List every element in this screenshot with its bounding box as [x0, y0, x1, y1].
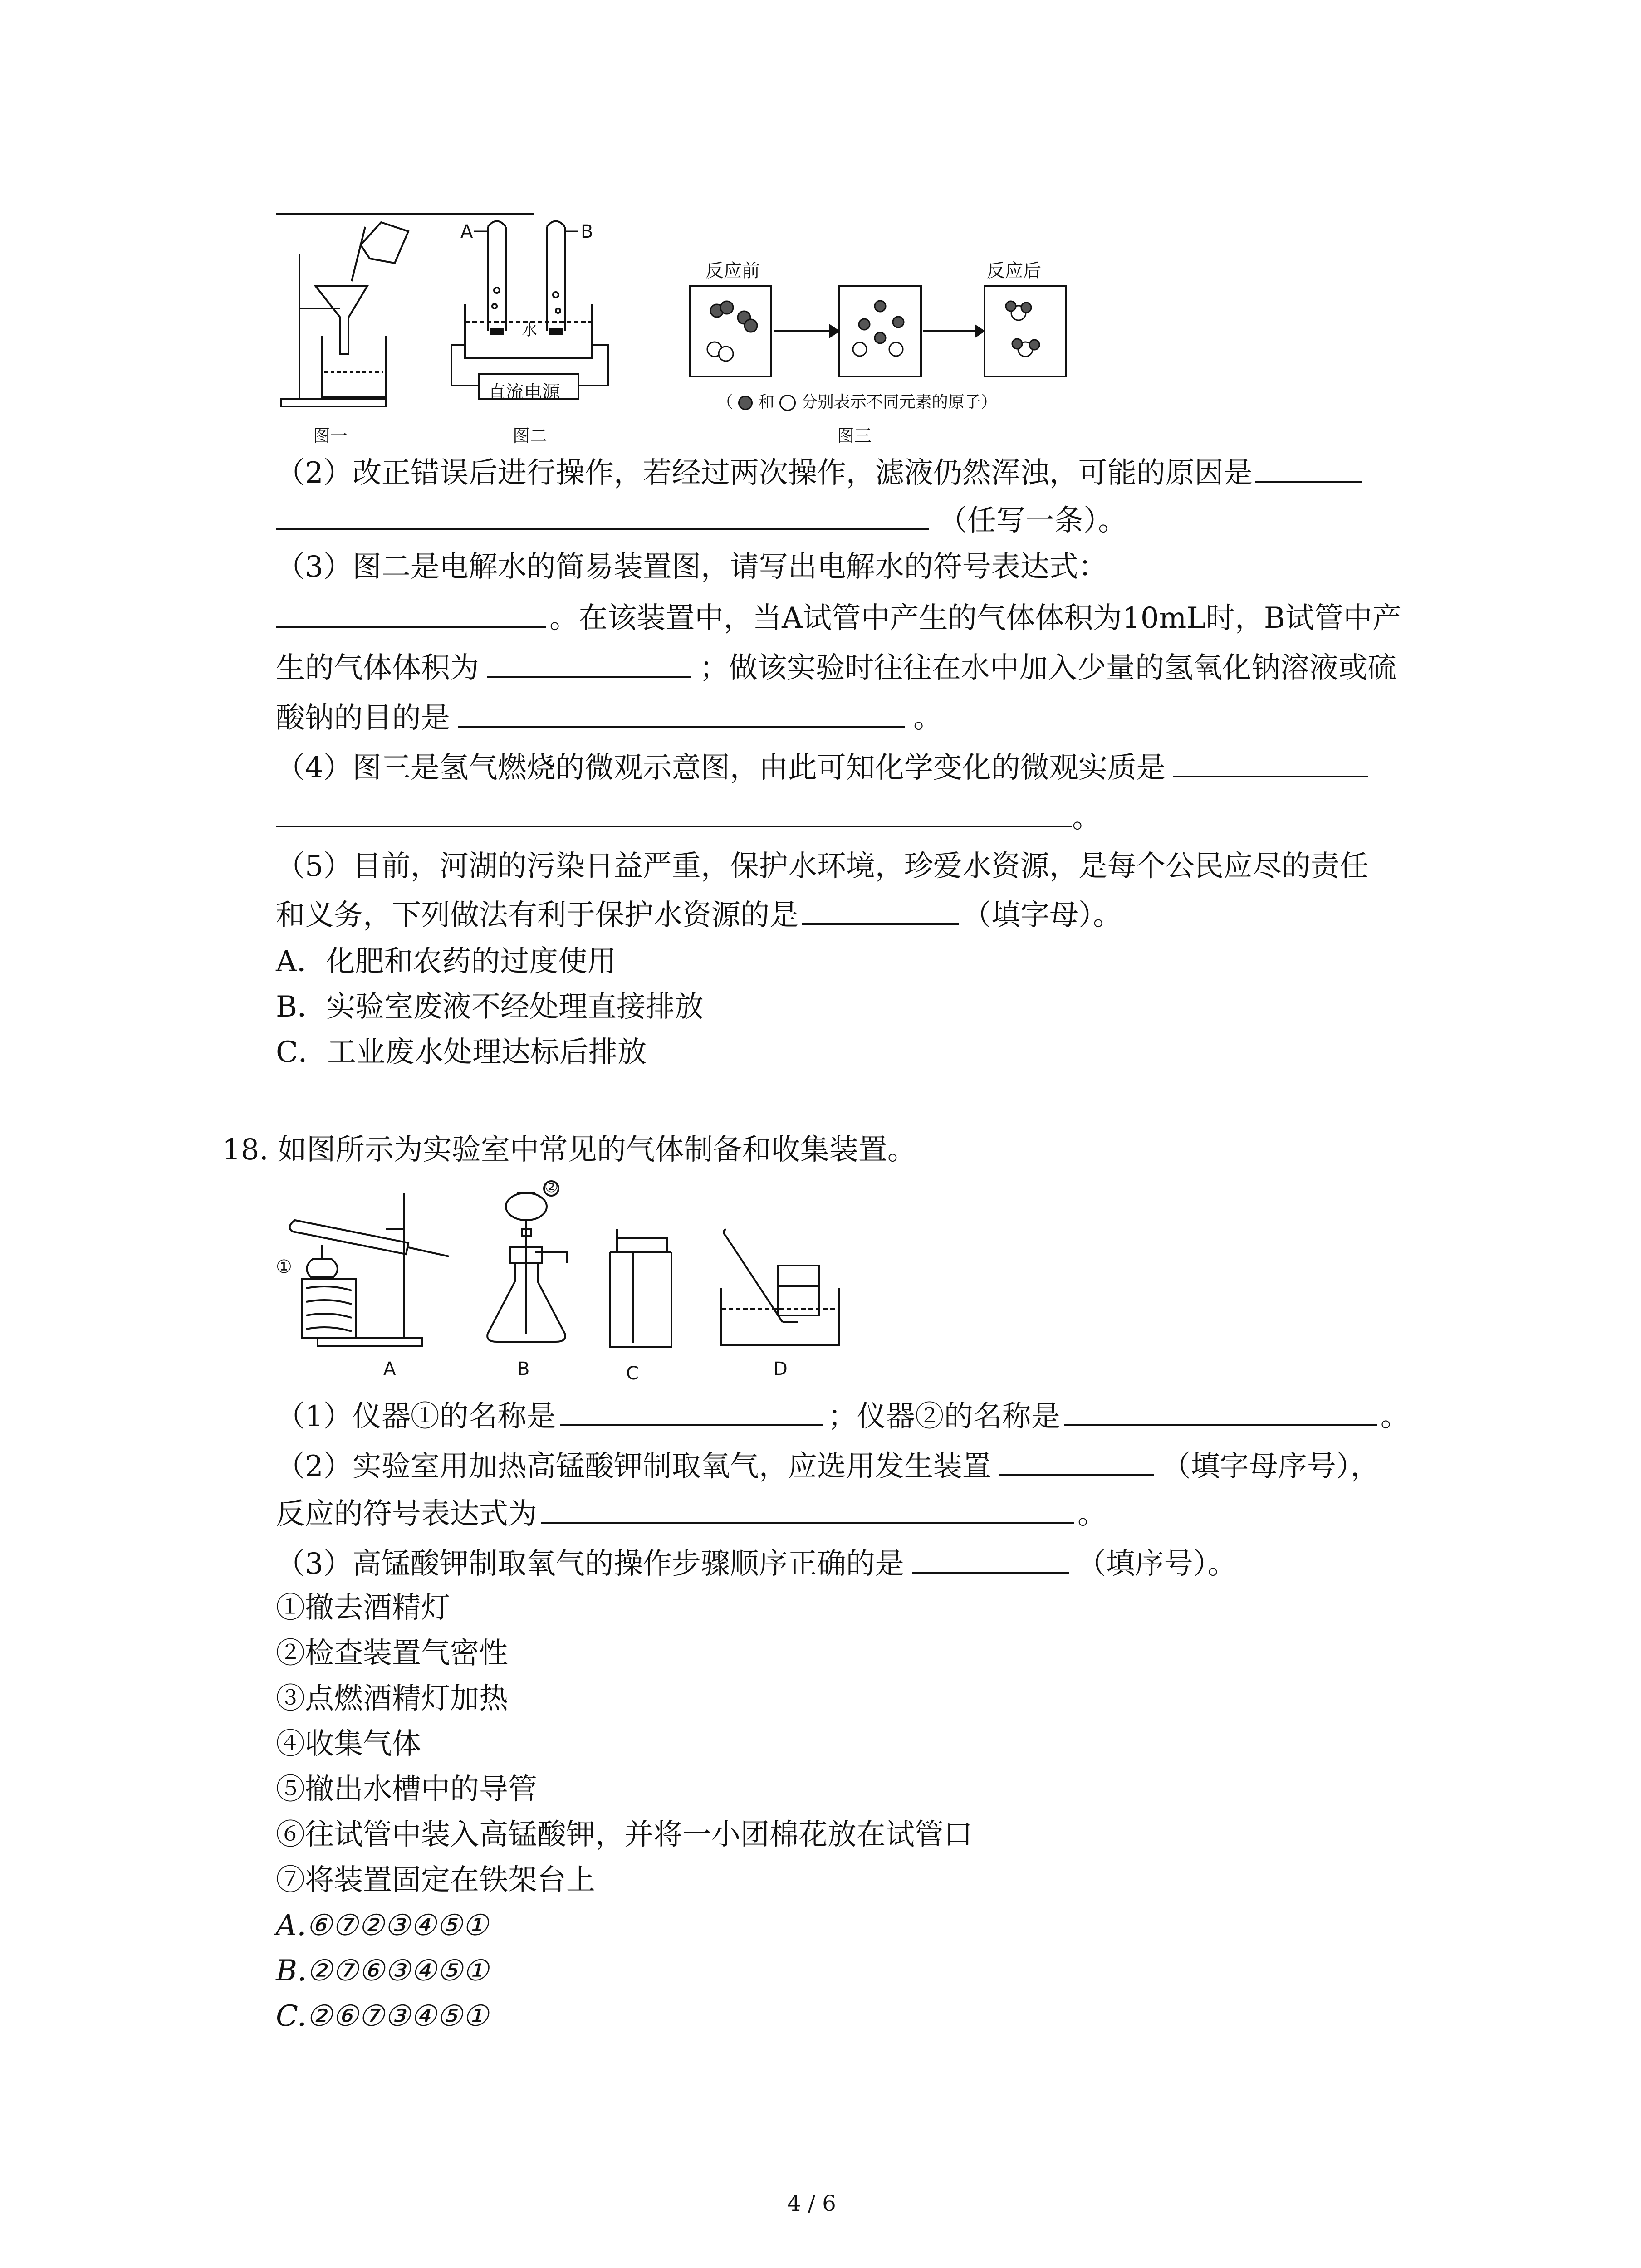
q17-part5-prefix: 和义务，下列做法有利于保护水资源的是 [276, 899, 798, 932]
q17-part3-line2 [276, 599, 1401, 636]
q18-caption-d: D [774, 1359, 788, 1379]
figure-3-micro-diagram [685, 281, 1075, 386]
q17-part4-text: （4）图三是氢气燃烧的微观示意图，由此可知化学变化的微观实质是 [276, 751, 1166, 785]
legend-prefix: （ [717, 393, 734, 411]
q17-part2-suffix: （任写一条）。 [938, 504, 1127, 538]
q18-part2-line1 [276, 1447, 1380, 1485]
q17-part4-suffix: 。 [1072, 801, 1101, 835]
figure-3-after-label: 反应后 [987, 260, 1041, 281]
q17-part4-line2 [276, 798, 1101, 836]
q18-step-3: ③点燃酒精灯加热 [276, 1682, 508, 1716]
q17-part3-line3-suffix: ；做该实验时往往在水中加入少量的氢氧化钠溶液或硫 [700, 651, 1396, 685]
figure-2-label-a: A [460, 221, 473, 242]
figure-1-filtration [272, 218, 417, 417]
page-number: 4 / 6 [787, 2191, 836, 2216]
q18-stem-line [222, 1132, 916, 1168]
q17-part3-line3-prefix: 生的气体体积为 [276, 651, 479, 685]
q17-part5-line1: （5）目前，河湖的污染日益严重，保护水环境，珍爱水资源，是每个公民应尽的责任 [276, 850, 1369, 883]
q18-part3-suffix: （填序号）。 [1077, 1547, 1237, 1581]
figure-2-power-label: 直流电源 [488, 382, 560, 403]
q18-step-2: ②检查装置气密性 [276, 1637, 508, 1670]
q18-choice-b: B.②⑦⑥③④⑤① [276, 1954, 489, 1988]
q18-part2-device-blank[interactable] [999, 1447, 1154, 1476]
q17-part3-line4-prefix: 酸钠的目的是 [276, 701, 450, 735]
q18-stem: 如图所示为实验室中常见的气体制备和收集装置。 [277, 1133, 916, 1167]
q18-part2-line2-prefix: 反应的符号表达式为 [276, 1497, 537, 1531]
figure-2-caption: 图二 [513, 426, 548, 446]
q17-option-a: A．化肥和农药的过度使用 [276, 945, 617, 978]
q17-part3-purpose-blank[interactable] [458, 699, 905, 728]
legend-light-atom-icon [779, 395, 796, 411]
figure-1-caption: 图一 [313, 426, 348, 446]
q17-part3-line4-suffix: 。 [913, 701, 942, 735]
figure-2-label-b: B [581, 221, 593, 242]
q18-part2-line2-suffix: 。 [1078, 1497, 1107, 1531]
q17-option-b: B．实验室废液不经处理直接排放 [276, 990, 704, 1024]
q17-part3-line3 [276, 649, 1396, 686]
q17-part5-line2 [276, 896, 1122, 934]
q17-part2-answer-blank-b[interactable] [276, 501, 929, 530]
q17-part3-equation-blank[interactable] [276, 599, 546, 628]
q17-part3-line2-text: 。在该装置中，当A试管中产生的气体体积为10mL时，B试管中产 [549, 601, 1401, 635]
q17-part4-answer-blank-b[interactable] [276, 798, 1072, 827]
q18-caption-c: C [626, 1363, 639, 1384]
q18-apparatus-d [712, 1225, 848, 1352]
q18-part3-line [276, 1545, 1237, 1582]
q17-part4-line1 [276, 748, 1368, 786]
figure-3-before-label: 反应前 [705, 260, 760, 281]
q18-part1-suffix: 。 [1380, 1400, 1410, 1433]
q18-label-2: ② [544, 1178, 558, 1196]
q18-part2-suffix: （填字母序号）， [1161, 1450, 1380, 1483]
figure-3-legend [717, 389, 997, 412]
q18-choice-a: A.⑥⑦②③④⑤① [276, 1909, 489, 1942]
q17-option-c: C．工业废水处理达标后排放 [276, 1036, 647, 1069]
q18-part2-line2 [276, 1495, 1107, 1532]
q17-part3-line4 [276, 699, 942, 736]
q18-part3-prefix: （3）高锰酸钾制取氧气的操作步骤顺序正确的是 [276, 1547, 904, 1581]
figure-2-water-label: 水 [522, 321, 537, 339]
q18-part1-instrument2-blank[interactable] [1064, 1397, 1377, 1426]
q18-part1-prefix: （1）仪器①的名称是 [276, 1400, 556, 1433]
q18-part2-prefix: （2）实验室用加热高锰酸钾制取氧气，应选用发生装置 [276, 1450, 991, 1483]
q18-number: 18. [222, 1133, 269, 1167]
q18-choice-c: C.②⑥⑦③④⑤① [276, 1999, 489, 2033]
q17-part2-line1 [276, 454, 1362, 491]
q18-step-4: ④收集气体 [276, 1727, 421, 1761]
q18-step-5: ⑤撤出水槽中的导管 [276, 1773, 537, 1806]
q17-part4-answer-blank-a[interactable] [1173, 748, 1368, 777]
figure-3-caption: 图三 [837, 426, 872, 446]
q18-step-7: ⑦将装置固定在铁架台上 [276, 1863, 595, 1897]
q18-apparatus-c [599, 1225, 681, 1356]
q18-apparatus-b [476, 1175, 594, 1356]
q17-part5-answer-blank[interactable] [802, 896, 959, 925]
q18-caption-a: A [383, 1359, 396, 1379]
q17-part2-answer-blank-a[interactable] [1255, 454, 1362, 483]
q18-caption-b: B [517, 1359, 530, 1379]
q18-apparatus-a [277, 1179, 467, 1356]
legend-suffix: 分别表示不同元素的原子） [801, 393, 997, 411]
q18-part1-line [276, 1397, 1410, 1435]
q18-step-1: ①撤去酒精灯 [276, 1591, 450, 1625]
q17-part3-line1: （3）图二是电解水的简易装置图，请写出电解水的符号表达式： [276, 550, 1107, 584]
q18-step-6: ⑥往试管中装入高锰酸钾，并将一小团棉花放在试管口 [276, 1818, 973, 1852]
legend-dark-atom-icon [738, 396, 753, 410]
q17-part3-volume-blank[interactable] [487, 649, 691, 678]
q17-part5-suffix: （填字母）。 [962, 899, 1122, 932]
q18-part3-order-blank[interactable] [912, 1545, 1069, 1574]
q17-part2-line2 [276, 501, 1127, 539]
q17-part2-text: （2）改正错误后进行操作，若经过两次操作，滤液仍然浑浊，可能的原因是 [276, 456, 1253, 490]
legend-and: 和 [758, 393, 774, 411]
q18-part1-mid: ；仪器②的名称是 [828, 1400, 1060, 1433]
q18-label-1: ① [276, 1256, 292, 1277]
q18-part2-equation-blank[interactable] [541, 1495, 1074, 1524]
q18-part1-instrument1-blank[interactable] [560, 1397, 823, 1426]
